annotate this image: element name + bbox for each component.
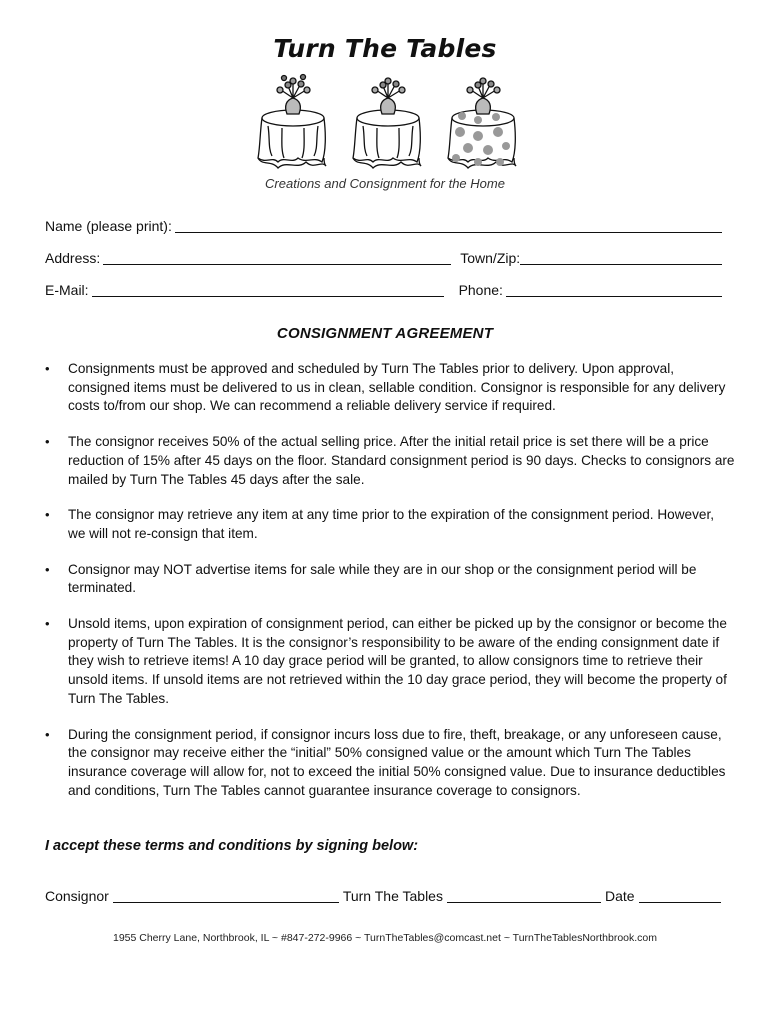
consignor-label: Consignor (45, 888, 109, 904)
bullet-icon: • (45, 726, 50, 742)
bullet-icon: • (45, 434, 50, 450)
consignor-signature-line[interactable] (113, 889, 339, 903)
page-title: Turn The Tables (273, 34, 497, 63)
townzip-input-line[interactable] (520, 251, 722, 265)
agreement-title: CONSIGNMENT AGREEMENT (276, 325, 494, 342)
term-item (45, 561, 735, 598)
term-text: Unsold items, upon expiration of consignment period, can either be picked up by the consignor or become the property of Turn The Tables. It is the consignor’s responsibility to be aware of the ending consignment date if they wish to retrieve items! A 10 day grace period will be granted, to allow consignors time to retrieve their unsold items. If unsold items are not retrieved within the 10 day grace period, they will become the property of Turn The Tables. (68, 616, 727, 706)
tagline: Creations and Consignment for the Home (265, 176, 505, 191)
store-label: Turn The Tables (342, 888, 443, 904)
date-line[interactable] (639, 889, 721, 903)
table-with-vase-3 (448, 78, 516, 168)
address-row (45, 250, 725, 266)
term-text: Consignments must be approved and scheduled by Turn The Tables prior to delivery. Upon approval, consigned items must be delivered to us in clean, sellable condition. Consignor is responsible for any delivery costs to/from our shop. We can recommend a reliable delivery service if required. (68, 361, 726, 414)
term-item (45, 360, 735, 416)
footer-contact: 1955 Cherry Lane, Northbrook, IL ~ #847-272-9966 ~ TurnTheTables@comcast.net ~ TurnTheTablesNorthbrook.com (112, 932, 658, 944)
name-row (45, 218, 725, 234)
email-row (45, 282, 725, 298)
name-label: Name (please print): (45, 218, 172, 234)
bullet-icon: • (45, 361, 50, 376)
date-label: Date (604, 888, 635, 904)
address-label: Address: (45, 250, 101, 266)
email-label: E-Mail: (45, 282, 89, 298)
term-text: During the consignment period, if consignor incurs loss due to fire, theft, breakage, or any unforeseen cause, the consignor may receive either the “initial” 50% consigned value or the amount which Turn The Tables insurance coverage will allow for, not to exceed the initial 50% consigned value. Due to insurance deductibles and conditions, Turn The Tables cannot guarantee insurance coverage to consignors. (68, 726, 726, 798)
table-with-vase-2 (353, 78, 421, 168)
term-item (45, 726, 735, 801)
tables-logo-illustration (248, 72, 528, 176)
bullet-icon: • (45, 616, 50, 632)
townzip-label: Town/Zip: (460, 250, 521, 266)
bullet-icon: • (45, 561, 50, 577)
phone-input-line[interactable] (506, 283, 722, 297)
address-input-line[interactable] (103, 251, 451, 265)
term-text: Consignor may NOT advertise items for sale while they are in our shop or the consignment period will be terminated. (68, 561, 697, 596)
term-text: The consignor may retrieve any item at any time prior to the expiration of the consignment period. However, we will not re-consign that item. (68, 507, 715, 541)
accept-statement: I accept these terms and conditions by signing below: (45, 838, 419, 854)
term-item (45, 615, 735, 709)
term-item (45, 506, 735, 543)
signature-row (45, 888, 725, 904)
term-text: The consignor receives 50% of the actual selling price. After the initial retail price is set there will be a price reduction of 15% after 45 days on the floor. Standard consignment period is 90 days. Checks to consignors are mailed by Turn The Tables 45 days after the sale. (68, 434, 735, 487)
terms-list (45, 360, 735, 817)
email-input-line[interactable] (92, 283, 444, 297)
store-signature-line[interactable] (447, 889, 601, 903)
name-input-line[interactable] (175, 219, 722, 233)
phone-label: Phone: (458, 282, 503, 298)
table-with-vase-1 (258, 75, 326, 169)
term-item (45, 433, 735, 489)
bullet-icon: • (45, 507, 50, 523)
